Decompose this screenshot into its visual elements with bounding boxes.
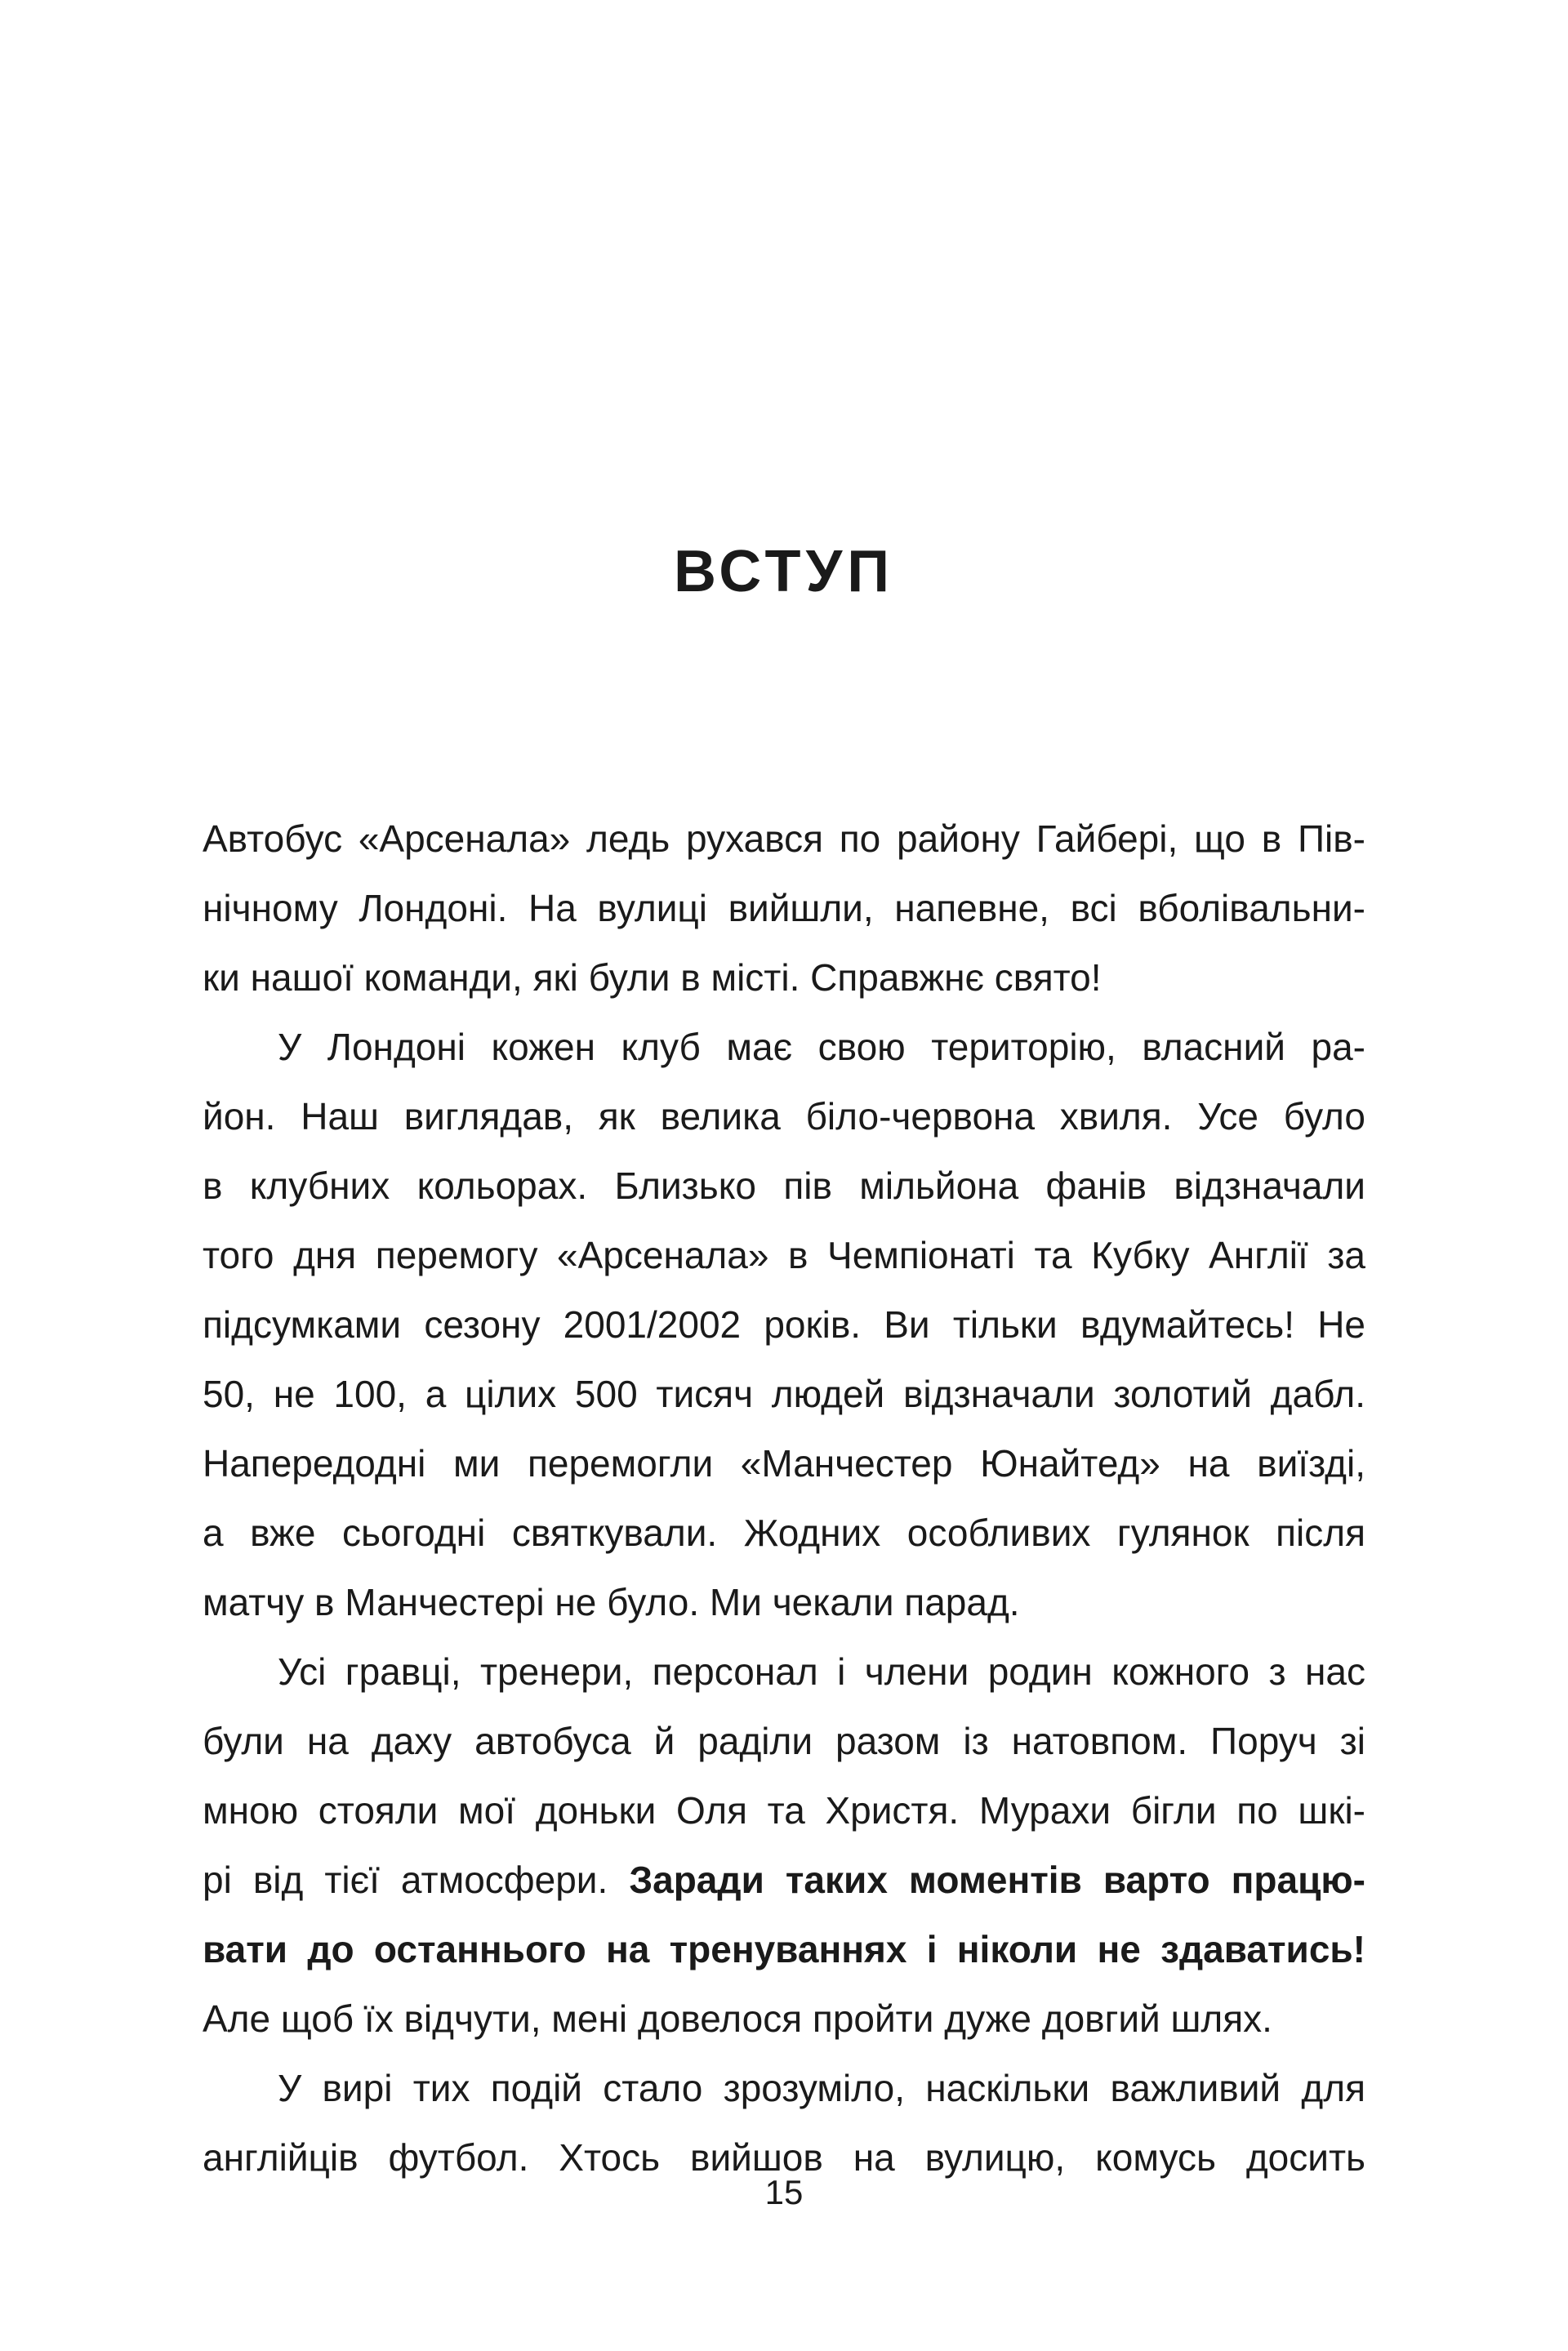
paragraph-3-line-1: Усі гравці, тренери, персонал і члени родин кожного з нас <box>278 1650 1365 1693</box>
paragraph-2-line-6: 50, не 100, а цілих 500 тисяч людей відзначали золотий дабл. <box>203 1373 1365 1415</box>
paragraph-2-line-2: йон. Наш виглядав, як велика біло-червона хвиля. Усе було <box>203 1095 1365 1138</box>
paragraph-3-line-4 <box>203 1846 1365 1915</box>
paragraph-3-line-6: Але щоб їх відчути, мені довелося пройти дуже довгий шлях. <box>203 1997 1272 2040</box>
paragraph-1-line-2: нічному Лондоні. На вулиці вийшли, напевне, всі вболівальни- <box>203 887 1365 929</box>
paragraph-2-line-5: підсумками сезону 2001/2002 років. Ви тільки вдумайтесь! Не <box>203 1303 1365 1346</box>
paragraph-3-line-4-normal: рі від тієї атмосфери. <box>203 1859 630 1901</box>
body-text <box>203 804 1365 2193</box>
paragraph-1-line-1: Автобус «Арсенала» ледь рухався по району Гайбері, що в Пів- <box>203 817 1365 860</box>
paragraph-2-line-7: Напередодні ми перемогли «Манчестер Юнайтед» на виїзді, <box>203 1442 1365 1485</box>
emphasis-text-1: Заради таких моментів варто працю- <box>629 1859 1365 1901</box>
paragraph-2-line-9: матчу в Манчестері не було. Ми чекали парад. <box>203 1581 1020 1623</box>
paragraph-3-line-3: мною стояли мої доньки Оля та Христя. Мурахи бігли по шкі- <box>203 1789 1365 1832</box>
paragraph-2-line-8: а вже сьогодні святкували. Жодних особливих гулянок після <box>203 1512 1365 1554</box>
paragraph-2-line-4: того дня перемогу «Арсенала» в Чемпіонаті та Кубку Англії за <box>203 1234 1365 1276</box>
paragraph-4-line-2: англійців футбол. Хтось вийшов на вулицю, комусь досить <box>203 2136 1365 2179</box>
paragraph-2-line-3: в клубних кольорах. Близько пів мільйона фанів відзначали <box>203 1164 1365 1207</box>
paragraph-1-line-3: ки нашої команди, які були в місті. Справжнє свято! <box>203 956 1102 999</box>
emphasis-text-2: вати до останнього на тренуваннях і ніколи не здаватись! <box>203 1928 1365 1970</box>
paragraph-2-line-1: У Лондоні кожен клуб має свою територію, власний ра- <box>278 1026 1365 1068</box>
chapter-title: ВСТУП <box>674 539 894 604</box>
paragraph-3-line-2: були на даху автобуса й раділи разом із натовпом. Поруч зі <box>203 1720 1365 1762</box>
page-number: 15 <box>764 2173 804 2211</box>
paragraph-4-line-1: У вирі тих подій стало зрозуміло, наскільки важливий для <box>278 2067 1365 2109</box>
